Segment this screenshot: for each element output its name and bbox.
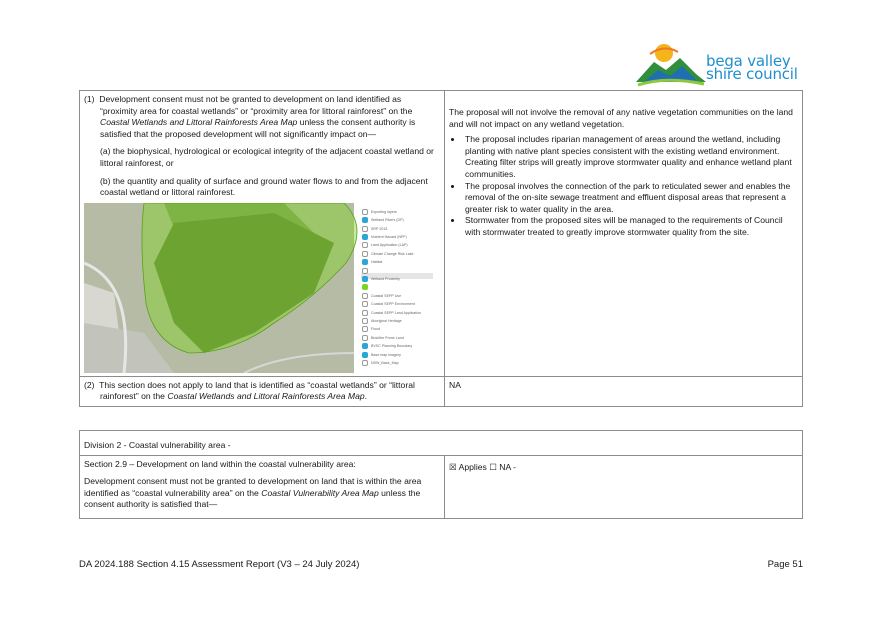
legend-checkbox-icon (362, 276, 368, 282)
legend-checkbox-icon (362, 242, 368, 248)
legend-label: Climate Change Risk Lake (371, 251, 414, 256)
legend-checkbox-icon (362, 268, 368, 274)
footer-report-title: DA 2024.188 Section 4.15 Assessment Report (V3 – 24 July 2024) (79, 559, 360, 570)
legend-label: Base map imagery (371, 352, 401, 357)
response-cell (445, 91, 803, 377)
legend-label: Bushfire Prone Land (371, 335, 404, 340)
legend-label: Coastal SEPP Environment (371, 302, 415, 307)
legend-label: Nutrient Hazard (NPF) (371, 234, 407, 239)
legend-checkbox-icon (362, 251, 368, 257)
legend-label: SRP 2015 (371, 226, 388, 231)
response-intro: The proposal will not involve the removal of any native vegetation communities on the land and will not impact on any wetland vegetation. (449, 107, 793, 129)
wetland-proximity-map (84, 203, 434, 373)
requirement-cell (80, 376, 445, 406)
legend-label: Aboriginal Heritage (371, 318, 402, 323)
clause-1b: (b) the quantity and quality of surface and ground water flows to and from the adjacent coastal wetland or littoral rainforest. (100, 175, 428, 198)
legend-checkbox-icon (362, 352, 368, 358)
legend-label: NSW_Base_Map (371, 360, 399, 365)
logo-line-1: bega valley (706, 52, 791, 70)
coastal-vulnerability-table (79, 430, 803, 519)
map-legend (362, 203, 434, 373)
legend-checkbox-icon (362, 217, 368, 223)
table-row (80, 455, 803, 518)
response-bullets (449, 134, 798, 238)
legend-label: Wetland Proximity (371, 276, 400, 281)
requirement-cell (80, 91, 445, 377)
legend-checkbox-icon (362, 326, 368, 332)
section-body: Development consent must not be granted to development on land that is within the area identified as “coastal vulnerability area” on the Coastal Vulnerability Area Map unless the consent authority is satisfied that— (84, 476, 422, 510)
section-title: Section 2.9 – Development on land within the coastal vulnerability area: (84, 458, 356, 469)
legend-label: Habitat (371, 260, 383, 265)
legend-checkbox-icon (362, 318, 368, 324)
response-cell (445, 376, 803, 406)
logo-line-2: shire council (706, 65, 798, 83)
legend-checkbox-icon (362, 284, 368, 290)
legend-checkbox-icon (362, 259, 368, 265)
footer-page-number: Page 51 (767, 559, 803, 570)
legend-label: Flood (371, 327, 380, 332)
legend-label: Coastal SEPP Use (371, 293, 402, 298)
list-item: • Stormwater from the proposed sites will be managed to the requirements of Council with stormwater treated to greatly improve stormwater quality from the site. (463, 215, 798, 238)
clause-1a: (a) the biophysical, hydrological or ecological integrity of the adjacent coastal wetland or littoral rainforest, or (100, 146, 434, 168)
legend-checkbox-icon (362, 343, 368, 349)
legend-checkbox-icon (362, 293, 368, 299)
legend-item (362, 358, 399, 368)
legend-label: Coastal SEPP Land Application (371, 310, 422, 315)
na-value: NA (449, 379, 461, 390)
legend-checkbox-icon (362, 234, 368, 240)
table-row (80, 431, 803, 456)
legend-checkbox-icon (362, 310, 368, 316)
table-row (80, 376, 803, 406)
legend-checkbox-icon (362, 226, 368, 232)
legend-checkbox-icon (362, 335, 368, 341)
legend-label: Wetland Rivers (DP) (371, 218, 404, 223)
applies-checkboxes: ☒ Applies ☐ NA - (449, 461, 516, 472)
division-header: Division 2 - Coastal vulnerability area - (80, 431, 803, 456)
response-cell (445, 455, 803, 518)
legend-label: BVSC Planning Boundary (371, 344, 413, 349)
legend-checkbox-icon (362, 209, 368, 215)
legend-checkbox-icon (362, 360, 368, 366)
legend-label: Exporting layers (371, 209, 397, 214)
legend-checkbox-icon (362, 301, 368, 307)
proximity-area-table (79, 90, 803, 407)
requirement-cell (80, 455, 445, 518)
table-row (80, 91, 803, 377)
clause-2: (2) This section does not apply to land that is identified as “coastal wetlands” or “littoral rainforest” on the Coastal Wetlands and Littoral Rainforests Area Map. (84, 379, 415, 402)
list-item: • The proposal involves the connection of the park to reticulated sewer and enables the removal of the on-site sewage treatment and effluent disposal areas that represent a greater risk to water quality in the area. (463, 181, 798, 216)
legend-label: Land Application (LAP) (371, 243, 408, 248)
list-item: • The proposal includes riparian management of areas around the wetland, including planting with native plant species consistent with the existing wetland environment. Creating filter strips will greatly improve stormwater quality and enhance wetland plant communities. (463, 134, 798, 180)
clause-1: (1) Development consent must not be granted to development on land identified as “proximity area for coastal wetlands” or “proximity area for littoral rainforest” on the Coastal Wetlands and Littoral Rainforests Area Map unless the consent authority is satisfied that the proposed development will not significantly impact on— (84, 94, 416, 139)
